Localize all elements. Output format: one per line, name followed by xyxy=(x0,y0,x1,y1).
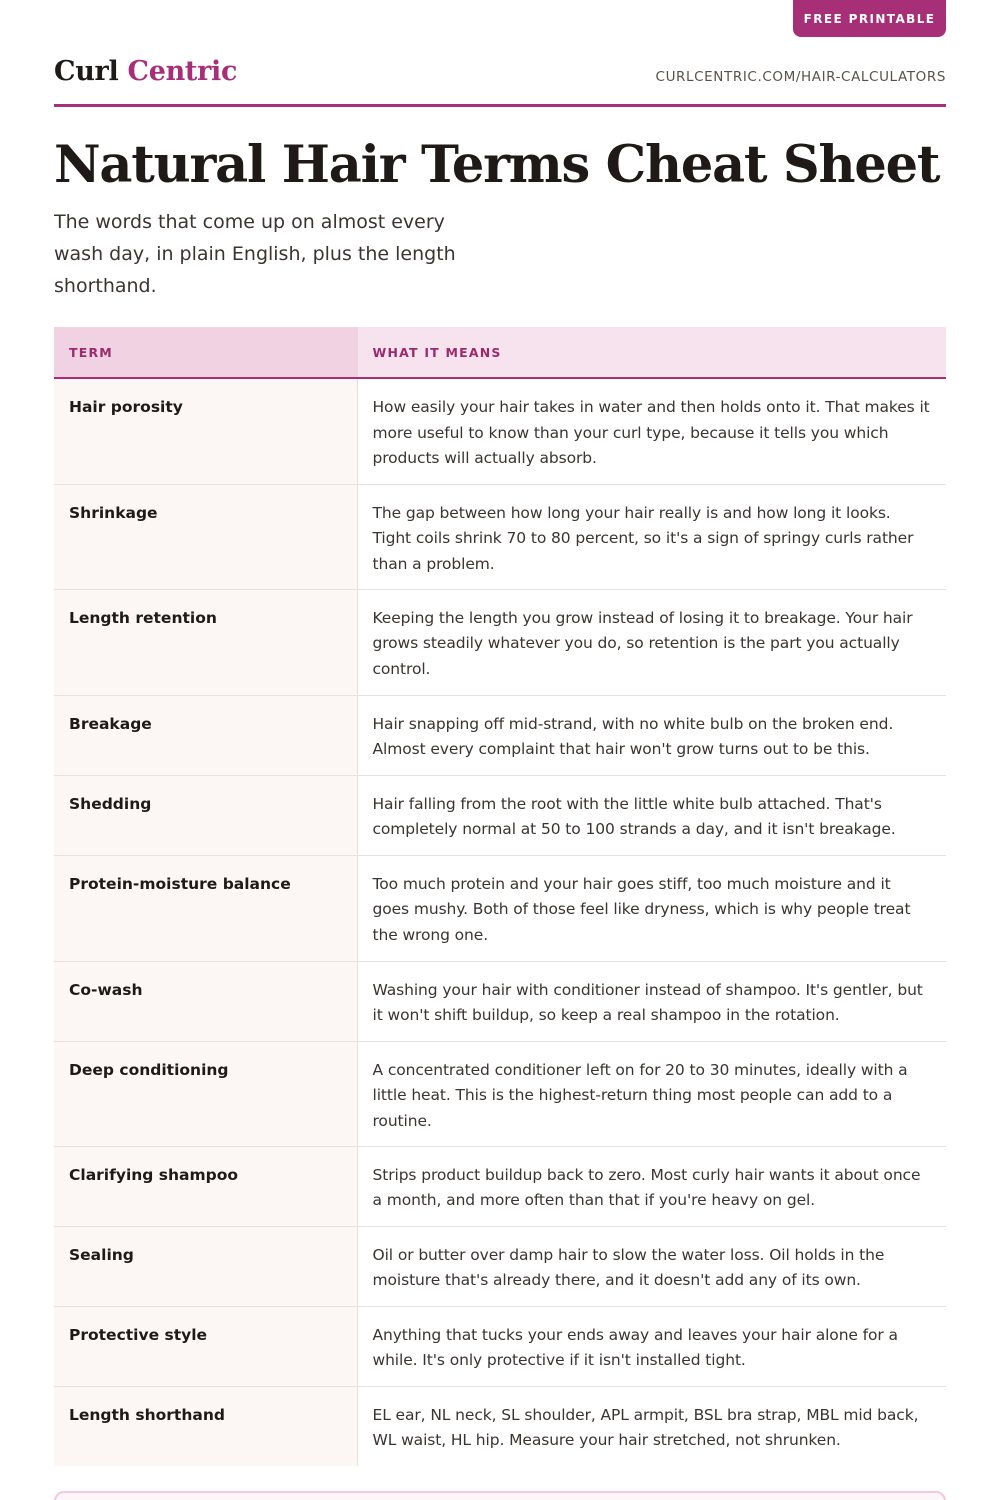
free-printable-badge: FREE PRINTABLE xyxy=(793,0,946,37)
page-subtitle: The words that come up on almost every wash day, in plain English, plus the length shorthand. xyxy=(54,211,456,297)
table-header-row xyxy=(54,327,946,378)
table-row xyxy=(54,855,946,961)
meaning-cell: Washing your hair with conditioner instead of shampoo. It's gentler, but it won't shift buildup, so keep a real shampoo in the rotation. xyxy=(357,961,946,1041)
meaning-cell: Too much protein and your hair goes stiff, too much moisture and it goes mushy. Both of those feel like dryness, which is why people treat the wrong one. xyxy=(357,855,946,961)
site-logo[interactable] xyxy=(54,56,237,87)
logo-word-centric: Centric xyxy=(127,56,238,87)
term-cell: Length shorthand xyxy=(54,1386,357,1466)
table-row xyxy=(54,1386,946,1466)
column-header-meaning: WHAT IT MEANS xyxy=(357,327,946,378)
bottom-note-card xyxy=(54,1491,946,1500)
meaning-cell: Hair falling from the root with the little white bulb attached. That's completely normal at 50 to 100 strands a day, and it isn't breakage. xyxy=(357,775,946,855)
meaning-cell: A concentrated conditioner left on for 20 to 30 minutes, ideally with a little heat. This is the highest-return thing most people can add to a routine. xyxy=(357,1041,946,1146)
table-row xyxy=(54,1306,946,1386)
meaning-cell: Oil or butter over damp hair to slow the water loss. Oil holds in the moisture that's already there, and it doesn't add any of its own. xyxy=(357,1226,946,1306)
table-row xyxy=(54,378,946,484)
term-cell: Protein-moisture balance xyxy=(54,855,357,961)
table-row xyxy=(54,1146,946,1226)
brand-row xyxy=(54,56,946,92)
term-cell: Shedding xyxy=(54,775,357,855)
site-url[interactable]: CURLCENTRIC.COM/HAIR-CALCULATORS xyxy=(655,69,946,85)
table-row xyxy=(54,1226,946,1306)
term-cell: Protective style xyxy=(54,1306,357,1386)
meaning-cell: How easily your hair takes in water and then holds onto it. That makes it more useful to know than your curl type, because it tells you which products will actually absorb. xyxy=(357,378,946,484)
table-row xyxy=(54,484,946,589)
column-header-term: TERM xyxy=(54,327,357,378)
meaning-cell: Keeping the length you grow instead of losing it to breakage. Your hair grows steadily whatever you do, so retention is the part you actually control. xyxy=(357,589,946,695)
logo-word-curl: Curl xyxy=(54,56,119,87)
term-cell: Length retention xyxy=(54,589,357,695)
table-row xyxy=(54,961,946,1041)
meaning-cell: Anything that tucks your ends away and leaves your hair alone for a while. It's only protective if it isn't installed tight. xyxy=(357,1306,946,1386)
meaning-cell: EL ear, NL neck, SL shoulder, APL armpit, BSL bra strap, MBL mid back, WL waist, HL hip. Measure your hair stretched, not shrunken. xyxy=(357,1386,946,1466)
term-cell: Co-wash xyxy=(54,961,357,1041)
term-cell: Sealing xyxy=(54,1226,357,1306)
term-cell: Breakage xyxy=(54,695,357,775)
terms-table xyxy=(54,327,946,1466)
table-row xyxy=(54,1041,946,1146)
table-row xyxy=(54,775,946,855)
meaning-cell: Strips product buildup back to zero. Most curly hair wants it about once a month, and more often than that if you're heavy on gel. xyxy=(357,1146,946,1226)
table-row xyxy=(54,695,946,775)
header-divider xyxy=(54,104,946,107)
page-title: Natural Hair Terms Cheat Sheet xyxy=(54,135,940,195)
term-cell: Clarifying shampoo xyxy=(54,1146,357,1226)
meaning-cell: Hair snapping off mid-strand, with no white bulb on the broken end. Almost every complaint that hair won't grow turns out to be this. xyxy=(357,695,946,775)
table-row xyxy=(54,589,946,695)
term-cell: Deep conditioning xyxy=(54,1041,357,1146)
term-cell: Hair porosity xyxy=(54,378,357,484)
term-cell: Shrinkage xyxy=(54,484,357,589)
meaning-cell: The gap between how long your hair really is and how long it looks. Tight coils shrink 70 to 80 percent, so it's a sign of springy curls rather than a problem. xyxy=(357,484,946,589)
